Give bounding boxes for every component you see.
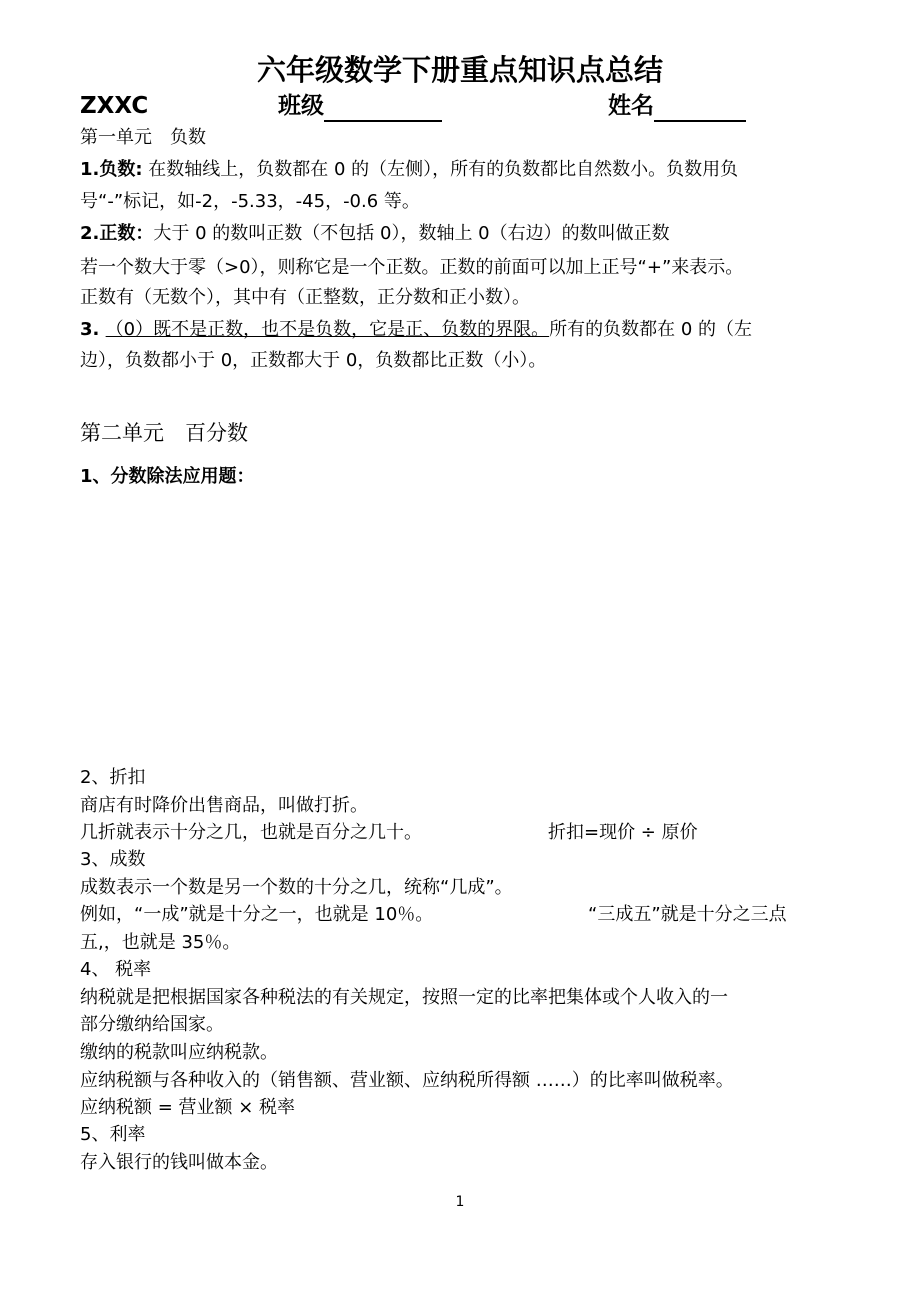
page-number: 1 bbox=[455, 1194, 465, 1210]
code-label: ZXXC bbox=[80, 93, 149, 119]
unit1-p2-line2: 若一个数大于零（>0），则称它是一个正数。正数的前面可以加上正号“+”来表示。 bbox=[80, 257, 744, 278]
discount-formula: 折扣=现价 ÷ 原价 bbox=[548, 822, 698, 843]
unit1-p2-line3: 正数有（无数个），其中有（正整数，正分数和正小数）。 bbox=[80, 287, 530, 308]
unit2-heading: 第二单元 百分数 bbox=[80, 421, 248, 445]
p1-label: 1.负数: bbox=[80, 159, 143, 180]
section-2-heading: 2、折扣 bbox=[80, 767, 146, 788]
unit1-heading: 第一单元 负数 bbox=[80, 127, 206, 148]
p2-label: 2.正数： bbox=[80, 223, 154, 244]
p1-text: 在数轴线上，负数都在 0 的（左侧），所有的负数都比自然数小。负数用负 bbox=[142, 159, 739, 180]
name-label: 姓名 bbox=[608, 93, 654, 119]
p3-label: 3. bbox=[80, 319, 106, 340]
unit1-p2-line1 bbox=[80, 222, 670, 246]
name-blank bbox=[654, 94, 746, 122]
section-3-line2b: “三成五”就是十分之三点 bbox=[588, 904, 787, 925]
class-label: 班级 bbox=[278, 93, 324, 119]
section-4-heading: 4、 税率 bbox=[80, 959, 152, 980]
name-field bbox=[608, 90, 746, 122]
unit1-p3-line1 bbox=[80, 318, 752, 342]
section-2-line2: 几折就表示十分之几，也就是百分之几十。 bbox=[80, 822, 422, 843]
section-3-heading: 3、成数 bbox=[80, 849, 146, 870]
unit1-p1-line2: 号“-”标记，如-2，-5.33，-45，-0.6 等。 bbox=[80, 191, 420, 212]
section-1-heading: 1、分数除法应用题： bbox=[80, 466, 255, 487]
p3-underlined: （0）既不是正数，也不是负数，它是正、负数的界限。 bbox=[105, 319, 550, 340]
section-3-line3: 五,，也就是 35％。 bbox=[80, 932, 241, 953]
section-4-line4: 应纳税额与各种收入的（销售额、营业额、应纳税所得额 ……）的比率叫做税率。 bbox=[80, 1070, 734, 1091]
section-4-line1: 纳税就是把根据国家各种税法的有关规定，按照一定的比率把集体或个人收入的一 bbox=[80, 987, 728, 1008]
class-field bbox=[278, 90, 442, 122]
section-2-line1: 商店有时降价出售商品，叫做打折。 bbox=[80, 795, 368, 816]
section-3-line2a: 例如，“一成”就是十分之一，也就是 10％。 bbox=[80, 904, 434, 925]
section-5-heading: 5、利率 bbox=[80, 1124, 146, 1145]
section-4-line2: 部分缴纳给国家。 bbox=[80, 1014, 224, 1035]
class-blank bbox=[324, 94, 442, 122]
unit1-p1-line1 bbox=[80, 158, 738, 182]
section-5-line1: 存入银行的钱叫做本金。 bbox=[80, 1152, 278, 1173]
tax-formula: 应纳税额 = 营业额 × 税率 bbox=[80, 1097, 296, 1118]
section-4-line3: 缴纳的税款叫应纳税款。 bbox=[80, 1042, 278, 1063]
unit1-p3-line2: 边），负数都小于 0，正数都大于 0，负数都比正数（小）。 bbox=[80, 350, 547, 371]
p3-rest: 所有的负数都在 0 的（左 bbox=[549, 319, 752, 340]
document-title: 六年级数学下册重点知识点总结 bbox=[256, 53, 663, 87]
section-3-line1: 成数表示一个数是另一个数的十分之几，统称“几成”。 bbox=[80, 877, 513, 898]
p2-text: 大于 0 的数叫正数（不包括 0），数轴上 0（右边）的数叫做正数 bbox=[153, 223, 670, 244]
